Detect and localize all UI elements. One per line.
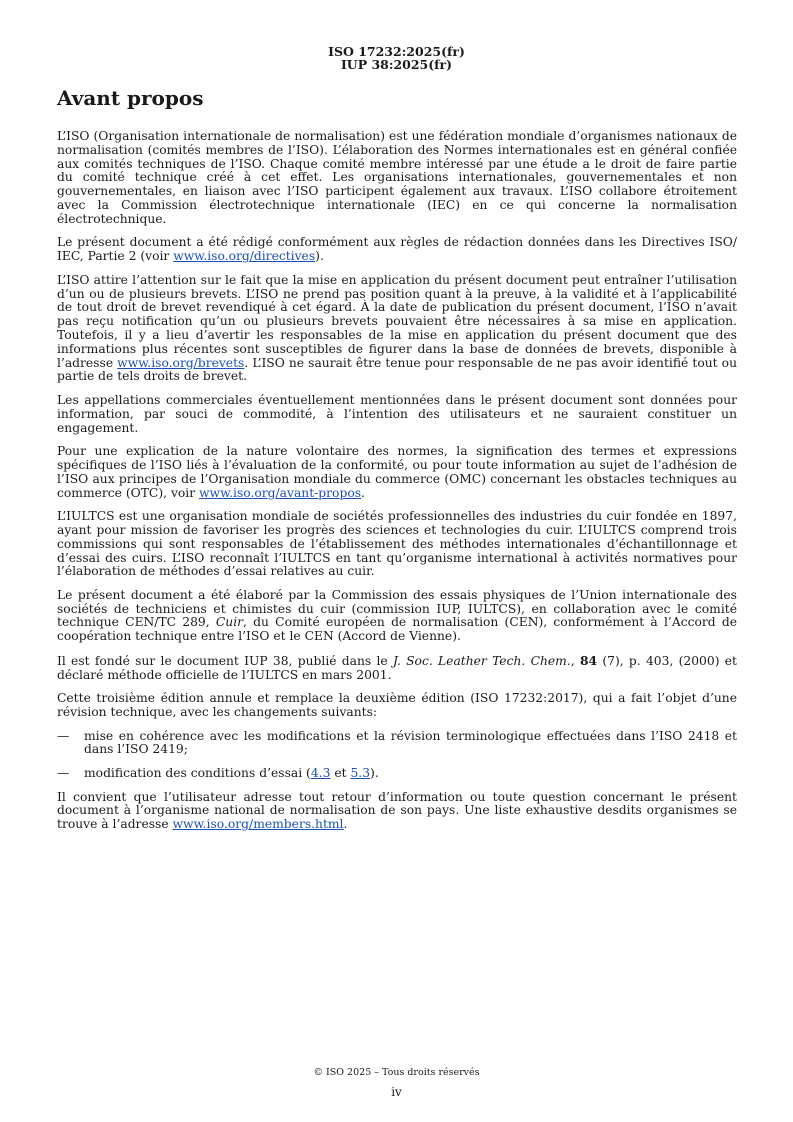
list-item-text: ). [370, 766, 379, 781]
header-standard-iso: ISO 17232:2025(fr) [328, 44, 465, 59]
paragraph-text: Le présent document a été élaboré par la Commission des essais physiques de l’Union internationale des sociétés de techniciens et chimistes du cuir (commission IUP, IULTCS), en collaboration avec le comité technique CEN/TC 289, [57, 587, 737, 630]
paragraph-text: Pour une explication de la nature volontaire des normes, la signification des termes et expressions spécifiques de l’ISO liés à l’évaluation de la conformité, ou pour toute information au sujet de l’adhésion de l’ISO aux principes de l’Organisation mondiale du commerce (OMC) concernant les obstacles techniques au commerce (OTC), voir [57, 444, 737, 500]
paragraph-trade-names: Les appellations commerciales éventuellement mentionnées dans le présent document sont données pour information, par souci de commodité, à l’intention des utilisateurs et ne sauraient constituer un engagement. [57, 392, 737, 435]
paragraph-voluntary-nature [57, 445, 737, 500]
paragraph-text: Il est fondé sur le document IUP 38, publié dans le [57, 653, 393, 668]
list-item-text: modification des conditions d’essai ( [84, 766, 311, 781]
paragraph-text: . [361, 485, 365, 500]
page-title: Avant propos [57, 86, 204, 110]
foreword-body [57, 130, 737, 842]
dash-bullet: — [57, 728, 70, 743]
dash-bullet: — [57, 766, 70, 781]
paragraph-text: , du Comité européen de normalisation (CEN), conformément à l’Accord de coopération technique entre l’ISO et le CEN (Accord de Vienne). [57, 615, 737, 644]
page-number: iv [391, 1085, 402, 1099]
paragraph-iso-intro: L’ISO (Organisation internationale de normalisation) est une fédération mondiale d’organismes nationaux de normalisation (comités membres de l’ISO). L’élaboration des Normes internationales est en général confiée aux comités techniques de l’ISO. Chaque comité membre intéressé par une étude a le droit de faire partie du comité technique créé à cet effet. Les organisations internationales, gouvernementales et non gouvernementales, en liaison avec l’ISO participent également aux travaux. L’ISO collabore étroitement avec la Commission électrotechnique internationale (IEC) en ce qui concerne la normalisation électrotechnique. [57, 129, 737, 226]
paragraph-text: ). [315, 249, 324, 264]
list-item [57, 730, 737, 758]
list-item-text: mise en cohérence avec les modifications et la révision terminologique effectuées dans l’ISO 2418 et dans l’ISO 2419; [84, 728, 737, 757]
paragraph-text: . L’ISO ne saurait être tenue pour responsable de ne pas avoir identifié tout ou partie de tels droits de brevet. [57, 355, 737, 384]
document-header [0, 45, 793, 71]
clause-5-3-link[interactable]: 5.3 [350, 766, 371, 781]
paragraph-text: . [343, 817, 348, 832]
paragraph-prepared-by [57, 589, 737, 644]
paragraph-iultcs: L’IULTCS est une organisation mondiale de sociétés professionnelles des industries du cuir fondée en 1897, ayant pour mission de favoriser les progrès des sciences et technologies du cuir. L’IULTCS comprend trois commissions qui sont responsables de l’établissement des méthodes internationales d’échantillonnage et d’essai des cuirs. L’ISO reconnaît l’IULTCS en tant qu’organisme international à activités normatives pour l’élaboration de méthodes d’essai relatives au cuir. [57, 509, 737, 579]
patents-link[interactable]: www.iso.org/brevets [117, 355, 245, 370]
list-item [57, 767, 737, 781]
paragraph-directives [57, 236, 737, 264]
paragraph-patents [57, 274, 737, 384]
header-standard-iup: IUP 38:2025(fr) [340, 57, 453, 72]
paragraph-text: L’ISO attire l’attention sur le fait que la mise en application du présent document peut entraîner l’utilisation d’un ou de plusieurs brevets. L’ISO ne prend pas position quant à la preuve, à la validité et à l’applicabilité de tout droit de brevet revendiqué à cet égard. À la date de publication du présent document, l’ISO n’avait pas reçu notification qu’un ou plusieurs brevets pouvaient être nécessaires à sa mise en application. Toutefois, il y a lieu d’avertir les responsables de la mise en application du présent document que des informations plus récentes sont susceptibles de figurer dans la base de données de brevets, disponible à l’adresse [57, 272, 737, 370]
paragraph-feedback [57, 791, 737, 832]
copyright-footer: © ISO 2025 – Tous droits réservés [313, 1067, 480, 1078]
list-item-text: et [330, 766, 351, 781]
clause-4-3-link[interactable]: 4.3 [310, 766, 331, 781]
journal-title: J. Soc. Leather Tech. Chem. [392, 653, 571, 668]
directives-link[interactable]: www.iso.org/directives [173, 249, 316, 264]
paragraph-based-on [57, 654, 737, 683]
members-link[interactable]: www.iso.org/members.html [172, 817, 344, 832]
paragraph-text: , [570, 653, 580, 668]
foreword-link[interactable]: www.iso.org/avant-propos [199, 485, 362, 500]
paragraph-text: (7), p. 403, (2000) et déclaré méthode officielle de l’IULTCS en mars 2001. [57, 653, 737, 682]
paragraph-text: Il convient que l’utilisateur adresse tout retour d’information ou toute question concernant le présent document à l’organisme national de normalisation de son pays. Une liste exhaustive desdits organismes se trouve à l’adresse [57, 789, 737, 832]
journal-volume: 84 [579, 652, 598, 668]
paragraph-text: Le présent document a été rédigé conformément aux règles de rédaction données dans les Directives ISO/ IEC, Partie 2 (voir [57, 235, 737, 264]
paragraph-edition: Cette troisième édition annule et remplace la deuxième édition (ISO 17232:2017), qui a fait l’objet d’une révision technique, avec les changements suivants: [57, 691, 737, 720]
committee-title: Cuir [215, 615, 244, 630]
